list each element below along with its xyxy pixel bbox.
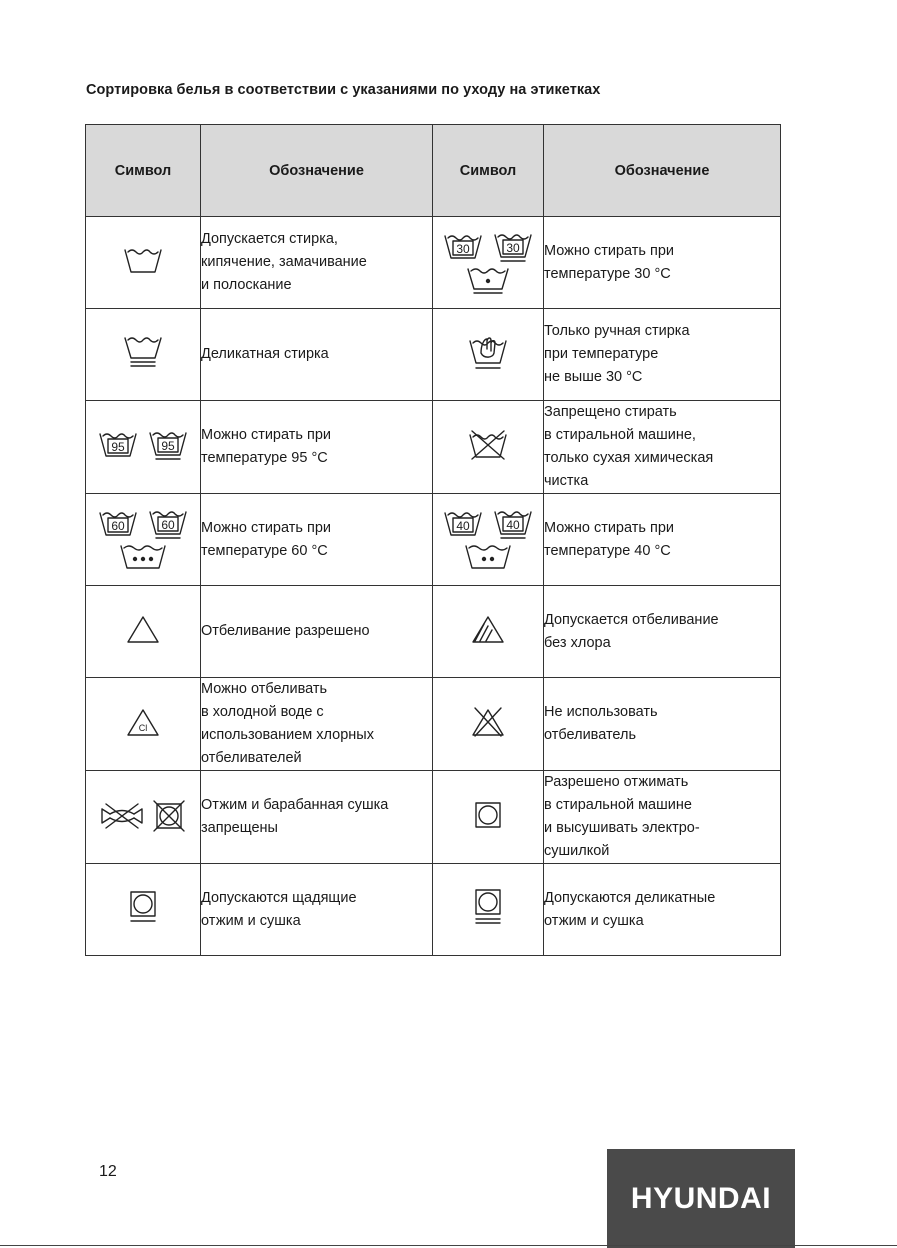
- symbol-cell: [433, 309, 544, 401]
- symbol-cell: [86, 217, 201, 309]
- do-not-tumble-dry-icon: [152, 799, 186, 833]
- meaning-cell: Можно стирать при температуре 95 °С: [201, 401, 433, 494]
- symbol-cell: [433, 678, 544, 771]
- wash-60-icon: [98, 509, 138, 539]
- wash-30-underline-icon: [493, 231, 533, 263]
- wash-30-icon: [443, 232, 483, 262]
- column-header-meaning: Обозначение: [201, 125, 433, 217]
- wash-delicate-icon: [123, 334, 163, 370]
- symbol-cell: [433, 401, 544, 494]
- meaning-cell: Деликатная стирка: [201, 309, 433, 401]
- symbol-cell: [433, 864, 544, 956]
- meaning-cell: Можно стирать при температуре 40 °С: [544, 494, 781, 586]
- wash-three-dots-icon: [119, 542, 167, 572]
- wash-two-dots-icon: [464, 542, 512, 572]
- symbol-cell: [86, 678, 201, 771]
- table-row: [86, 678, 781, 771]
- wash-40-underline-icon: [493, 508, 533, 540]
- tumble-dry-gentle-icon: [128, 890, 158, 924]
- do-not-bleach-icon: [469, 706, 507, 738]
- wash-one-dot-underline-icon: [466, 265, 510, 295]
- tumble-dry-icon: [473, 800, 503, 830]
- hand-wash-icon: [468, 331, 508, 373]
- table-row: [86, 309, 781, 401]
- meaning-cell: Запрещено стирать в стиральной машине, только сухая химическая чистка: [544, 401, 781, 494]
- table-row: [86, 586, 781, 678]
- table-header-row: [86, 125, 781, 217]
- table-row: [86, 771, 781, 864]
- meaning-cell: Допускается отбеливание без хлора: [544, 586, 781, 678]
- chlorine-bleach-icon: [126, 707, 160, 737]
- page-number: 12: [99, 1163, 117, 1180]
- column-header-meaning: Обозначение: [544, 125, 781, 217]
- column-header-symbol: Символ: [86, 125, 201, 217]
- do-not-wring-icon: [100, 801, 144, 831]
- symbol-cell: [433, 771, 544, 864]
- temperature-label: 95: [111, 440, 125, 454]
- table-row: [86, 217, 781, 309]
- symbol-cell: [433, 494, 544, 586]
- temperature-label: 60: [161, 517, 175, 532]
- symbol-cell: [86, 401, 201, 494]
- meaning-cell: Можно отбеливать в холодной воде с использованием хлорных отбеливателей: [201, 678, 433, 771]
- wash-95-icon: [98, 430, 138, 460]
- meaning-cell: Можно стирать при температуре 30 °С: [544, 217, 781, 309]
- meaning-cell: Разрешено отжимать в стиральной машине и высушивать электро- сушилкой: [544, 771, 781, 864]
- meaning-cell: Можно стирать при температуре 60 °С: [201, 494, 433, 586]
- wash-40-icon: [443, 509, 483, 539]
- bottom-divider: [0, 1245, 897, 1246]
- meaning-cell: Допускаются щадящие отжим и сушка: [201, 864, 433, 956]
- table-row: [86, 494, 781, 586]
- tumble-dry-delicate-icon: [473, 888, 503, 926]
- table-row: [86, 401, 781, 494]
- meaning-cell: Не использовать отбеливатель: [544, 678, 781, 771]
- meaning-cell: Отжим и барабанная сушка запрещены: [201, 771, 433, 864]
- care-symbols-table: [85, 124, 781, 956]
- non-chlorine-bleach-icon: [471, 614, 505, 644]
- bleach-allowed-icon: [126, 614, 160, 644]
- symbol-cell: [433, 586, 544, 678]
- temperature-label: 30: [456, 241, 470, 256]
- symbol-cell: [86, 771, 201, 864]
- wash-60-underline-icon: [148, 508, 188, 540]
- column-header-symbol: Символ: [433, 125, 544, 217]
- chlorine-badge: Cl: [138, 722, 148, 733]
- meaning-cell: Допускается стирка, кипячение, замачивание и полоскание: [201, 217, 433, 309]
- temperature-label: 60: [111, 518, 125, 533]
- symbol-cell: [86, 309, 201, 401]
- symbol-cell: [86, 586, 201, 678]
- do-not-wash-icon: [468, 429, 508, 461]
- table-row: [86, 864, 781, 956]
- temperature-label: 95: [161, 439, 175, 453]
- wash-95-underline-icon: [148, 429, 188, 461]
- symbol-cell: [433, 217, 544, 309]
- temperature-label: 30: [506, 240, 520, 255]
- meaning-cell: Только ручная стирка при температуре не выше 30 °С: [544, 309, 781, 401]
- wash-tub-icon: [123, 244, 163, 276]
- brand-logo: HYUNDAI: [607, 1149, 795, 1248]
- symbol-cell: [86, 494, 201, 586]
- temperature-label: 40: [456, 518, 470, 533]
- temperature-label: 40: [506, 517, 520, 532]
- meaning-cell: Отбеливание разрешено: [201, 586, 433, 678]
- symbol-cell: [86, 864, 201, 956]
- meaning-cell: Допускаются деликатные отжим и сушка: [544, 864, 781, 956]
- page-heading: Сортировка белья в соответствии с указаниями по уходу на этикетках: [86, 82, 601, 98]
